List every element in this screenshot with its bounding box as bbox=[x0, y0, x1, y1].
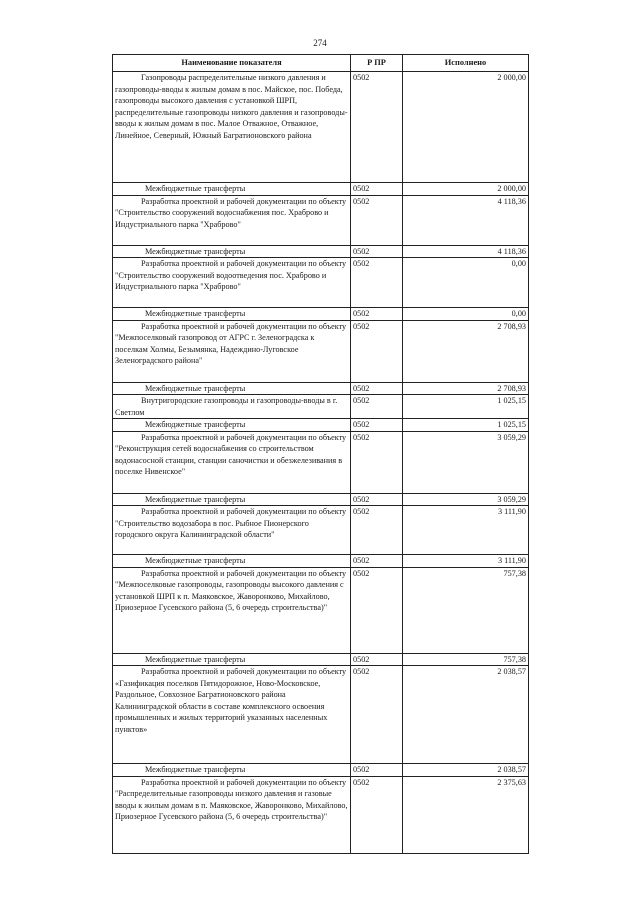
cell-section-code: 0502 bbox=[351, 555, 403, 568]
cell-indicator-name: Межбюджетные трансферты bbox=[113, 493, 351, 506]
cell-indicator-name: Межбюджетные трансферты bbox=[113, 308, 351, 321]
table-row-transfer bbox=[113, 493, 529, 506]
cell-section-code: 0502 bbox=[351, 183, 403, 196]
cell-section-code: 0502 bbox=[351, 493, 403, 506]
cell-indicator-name: Межбюджетные трансферты bbox=[113, 382, 351, 395]
cell-executed-amount: 3 059,29 bbox=[403, 431, 529, 493]
cell-section-code: 0502 bbox=[351, 258, 403, 308]
cell-executed-amount: 4 118,36 bbox=[403, 195, 529, 245]
cell-executed-amount: 2 000,00 bbox=[403, 183, 529, 196]
table-row-transfer bbox=[113, 183, 529, 196]
cell-section-code: 0502 bbox=[351, 320, 403, 382]
cell-indicator-name: Межбюджетные трансферты bbox=[113, 245, 351, 258]
cell-executed-amount: 2 708,93 bbox=[403, 320, 529, 382]
cell-executed-amount: 1 025,15 bbox=[403, 419, 529, 432]
cell-executed-amount: 2 708,93 bbox=[403, 382, 529, 395]
cell-executed-amount: 3 111,90 bbox=[403, 506, 529, 555]
cell-indicator-name: Межбюджетные трансферты bbox=[113, 653, 351, 666]
cell-executed-amount: 2 375,63 bbox=[403, 776, 529, 853]
cell-section-code: 0502 bbox=[351, 308, 403, 321]
table-row-transfer bbox=[113, 245, 529, 258]
table-row-transfer bbox=[113, 382, 529, 395]
cell-indicator-name: Разработка проектной и рабочей документации по объекту "Распределительные газопроводы низкого давления и газовые вводы к жилым домам в п. Маяковское, Жаворонково, Михайлово, Приозерное Гусевского района (5, 6 очередь строительства)" bbox=[113, 776, 351, 853]
cell-indicator-name: Разработка проектной и рабочей документации по объекту "Строительство сооружений водоснабжения пос. Храброво и Индустриального парка "Храброво" bbox=[113, 195, 351, 245]
cell-section-code: 0502 bbox=[351, 431, 403, 493]
cell-indicator-name: Разработка проектной и рабочей документации по объекту "Реконструкция сетей водоснабжения со строительством водонасосной станции, станции саночистки и обезжелезивания в поселке Нивенское" bbox=[113, 431, 351, 493]
cell-indicator-name: Разработка проектной и рабочей документации по объекту "Межпоселковые газопроводы, газопроводы высокого давления с установкой ШРП к п. Маяковское, Жаворонково, Михайлово, Приозерное Гусевского района (5, 6 очередь строительства)" bbox=[113, 567, 351, 653]
header-amount: Исполнено bbox=[403, 55, 529, 72]
report-body bbox=[113, 72, 529, 854]
cell-section-code: 0502 bbox=[351, 195, 403, 245]
table-row-transfer bbox=[113, 555, 529, 568]
cell-section-code: 0502 bbox=[351, 567, 403, 653]
table-row bbox=[113, 195, 529, 245]
table-row bbox=[113, 258, 529, 308]
cell-section-code: 0502 bbox=[351, 382, 403, 395]
cell-indicator-name: Газопроводы распределительные низкого давления и газопроводы-вводы к жилым домам в пос. Майское, пос. Победа, газопроводы высокого давления с установкой ШРП, распределительные газопроводы низкого давления и газопроводы-вводы к жилым домам в пос. Малое Отважное, Отважное, Линейное, Северный, Южный Багратионовского района bbox=[113, 72, 351, 183]
cell-indicator-name: Разработка проектной и рабочей документации по объекту "Межпоселковый газопровод от АГРС г. Зеленоградска к поселкам Холмы, Безымянка, Надеждино-Луговское Зеленоградского района" bbox=[113, 320, 351, 382]
cell-executed-amount: 4 118,36 bbox=[403, 245, 529, 258]
header-row bbox=[113, 55, 529, 72]
table-row-transfer bbox=[113, 308, 529, 321]
table-row bbox=[113, 776, 529, 853]
cell-executed-amount: 1 025,15 bbox=[403, 395, 529, 419]
table-row bbox=[113, 431, 529, 493]
cell-section-code: 0502 bbox=[351, 395, 403, 419]
cell-section-code: 0502 bbox=[351, 764, 403, 777]
cell-executed-amount: 3 059,29 bbox=[403, 493, 529, 506]
cell-indicator-name: Межбюджетные трансферты bbox=[113, 183, 351, 196]
cell-executed-amount: 2 038,57 bbox=[403, 666, 529, 764]
cell-executed-amount: 757,38 bbox=[403, 567, 529, 653]
cell-indicator-name: Внутригородские газопроводы и газопроводы-вводы в г. Светлом bbox=[113, 395, 351, 419]
cell-indicator-name: Разработка проектной и рабочей документации по объекту «Газификация поселков Пятидорожное, Ново-Московское, Раздольное, Совхозное Багратионовского района Калининградской области в составе комплексного освоения промышленных и жилых территорий указанных населенных пунктов» bbox=[113, 666, 351, 764]
cell-indicator-name: Разработка проектной и рабочей документации по объекту "Строительство водозабора в пос. Рыбное Пионерского городского округа Калининградской области" bbox=[113, 506, 351, 555]
table-row bbox=[113, 320, 529, 382]
cell-executed-amount: 3 111,90 bbox=[403, 555, 529, 568]
report-table bbox=[112, 54, 529, 854]
cell-section-code: 0502 bbox=[351, 666, 403, 764]
header-name: Наименование показателя bbox=[113, 55, 351, 72]
page-number: 274 bbox=[313, 38, 327, 48]
cell-executed-amount: 2 038,57 bbox=[403, 764, 529, 777]
cell-section-code: 0502 bbox=[351, 653, 403, 666]
cell-indicator-name: Межбюджетные трансферты bbox=[113, 419, 351, 432]
cell-executed-amount: 0,00 bbox=[403, 308, 529, 321]
cell-section-code: 0502 bbox=[351, 72, 403, 183]
table-row bbox=[113, 506, 529, 555]
table-row bbox=[113, 666, 529, 764]
cell-executed-amount: 757,38 bbox=[403, 653, 529, 666]
cell-executed-amount: 2 000,00 bbox=[403, 72, 529, 183]
cell-section-code: 0502 bbox=[351, 419, 403, 432]
table-row bbox=[113, 567, 529, 653]
cell-section-code: 0502 bbox=[351, 776, 403, 853]
table-row-transfer bbox=[113, 764, 529, 777]
cell-section-code: 0502 bbox=[351, 506, 403, 555]
cell-indicator-name: Межбюджетные трансферты bbox=[113, 555, 351, 568]
table-row bbox=[113, 395, 529, 419]
table-row-transfer bbox=[113, 419, 529, 432]
table-row-transfer bbox=[113, 653, 529, 666]
header-code: Р ПР bbox=[351, 55, 403, 72]
cell-indicator-name: Разработка проектной и рабочей документации по объекту "Строительство сооружений водоотведения пос. Храброво и Индустриального парка "Храброво" bbox=[113, 258, 351, 308]
cell-indicator-name: Межбюджетные трансферты bbox=[113, 764, 351, 777]
cell-section-code: 0502 bbox=[351, 245, 403, 258]
cell-executed-amount: 0,00 bbox=[403, 258, 529, 308]
table-row bbox=[113, 72, 529, 183]
